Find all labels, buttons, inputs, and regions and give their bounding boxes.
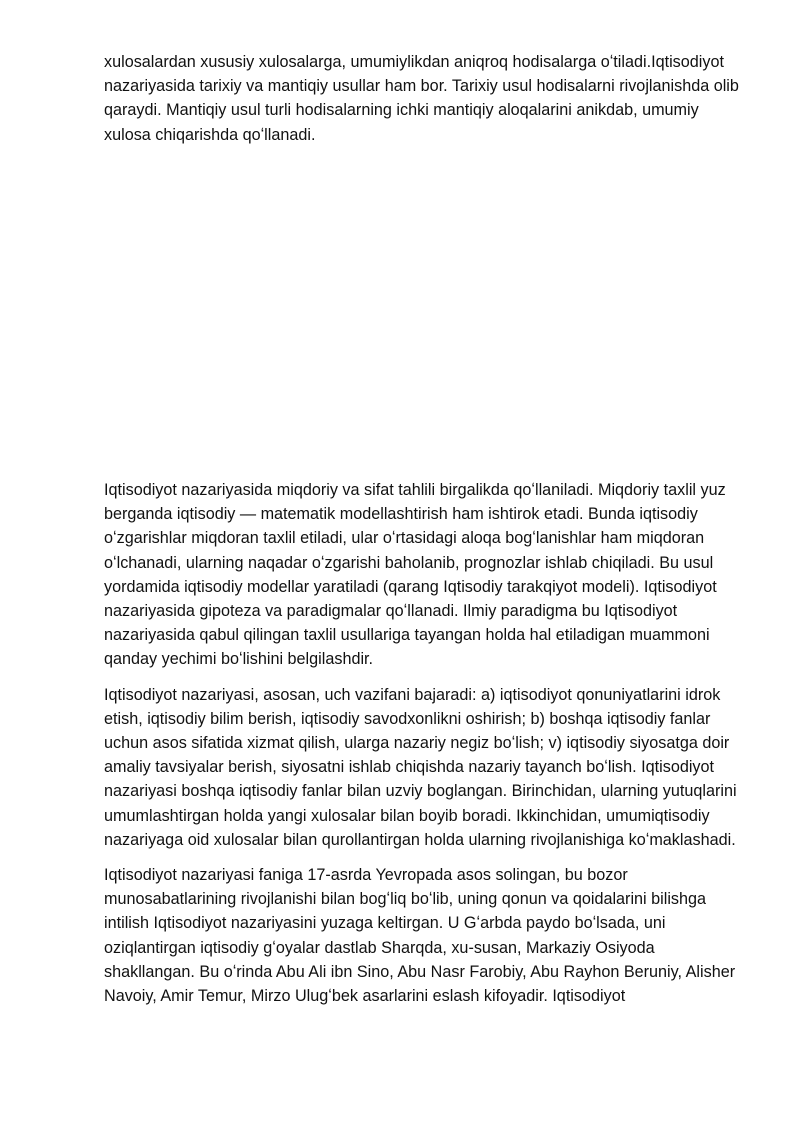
text-block-bottom (104, 478, 744, 1008)
paragraph-top: xulosalardan xususiy xulosalarga, umumiylikdan aniqroq hodisalarga oʻtiladi.Iqtisodiyot nazariyasida tarixiy va mantiqiy usullar ham bor. Tarixiy usul hodisalarni rivojlanishda olib qaraydi. Mantiqiy usul turli hodisalarning ichki mantiqiy aloqalarini anikdab, umumiy xulosa chiqarishda qoʻllanadi. (104, 53, 739, 144)
paragraph-2: Iqtisodiyot nazariyasi, asosan, uch vazifani bajaradi: a) iqtisodiyot qonuniyatlarini idrok etish, iqtisodiy bilim berish, iqtisodiy savodxonlikni oshirish; b) boshqa iqtisodiy fanlar uchun asos sifatida xizmat qilish, ularga nazariy negiz boʻlish; v) iqtisodiy siyosatga doir amaliy tavsiyalar berish, siyosatni ishlab chiqishda nazariy tayanch boʻlish. Iqtisodiyot nazariyasi boshqa iqtisodiy fanlar bilan uzviy boglangan. Birinchidan, ularning yutuqlarini umumlashtirgan holda yangi xulosalar bilan boyib boradi. Ikkinchidan, umumiqtisodiy nazariyaga oid xulosalar bilan qurollantirgan holda ularning rivojlanishiga koʻmaklashadi. (104, 685, 737, 849)
text-block-top (104, 50, 744, 147)
paragraph-3: Iqtisodiyot nazariyasi faniga 17-asrda Yevropada asos solingan, bu bozor munosabatlarining rivojlanishi bilan bogʻliq boʻlib, uning qonun va qoidalarini bilishga intilish Iqtisodiyot nazariyasini yuzaga keltirgan. U Gʻarbda paydo boʻlsada, uni oziqlantirgan iqtisodiy gʻoyalar dastlab Sharqda, xu-susan, Markaziy Osiyoda shakllangan. Bu oʻrinda Abu Ali ibn Sino, Abu Nasr Farobiy, Abu Rayhon Beruniy, Alisher Navoiy, Amir Temur, Mirzo Ulugʻbek asarlarini eslash kifoyadir. Iqtisodiyot (104, 866, 736, 1006)
paragraph-1: Iqtisodiyot nazariyasida miqdoriy va sifat tahlili birgalikda qoʻllaniladi. Miqdoriy taxlil yuz berganda iqtisodiy — matematik modellashtirish ham ishtirok etadi. Bunda iqtisodiy oʻzgarishlar miqdoran taxlil etiladi, ular oʻrtasidagi aloqa bogʻlanishlar ham miqdoran oʻlchanadi, ularning naqadar oʻzgarishi baholanib, prognozlar ishlab chiqiladi. Bu usul yordamida iqtisodiy modellar yaratiladi (qarang Iqtisodiy tarakqiyot modeli). Iqtisodiyot nazariyasida gipoteza va paradigmalar qoʻllanadi. Ilmiy paradigma bu Iqtisodiyot nazariyasida qabul qilingan taxlil usullariga tayangan holda hal etiladigan muammoni qanday yechimi boʻlishini belgilashdir. (104, 481, 726, 669)
